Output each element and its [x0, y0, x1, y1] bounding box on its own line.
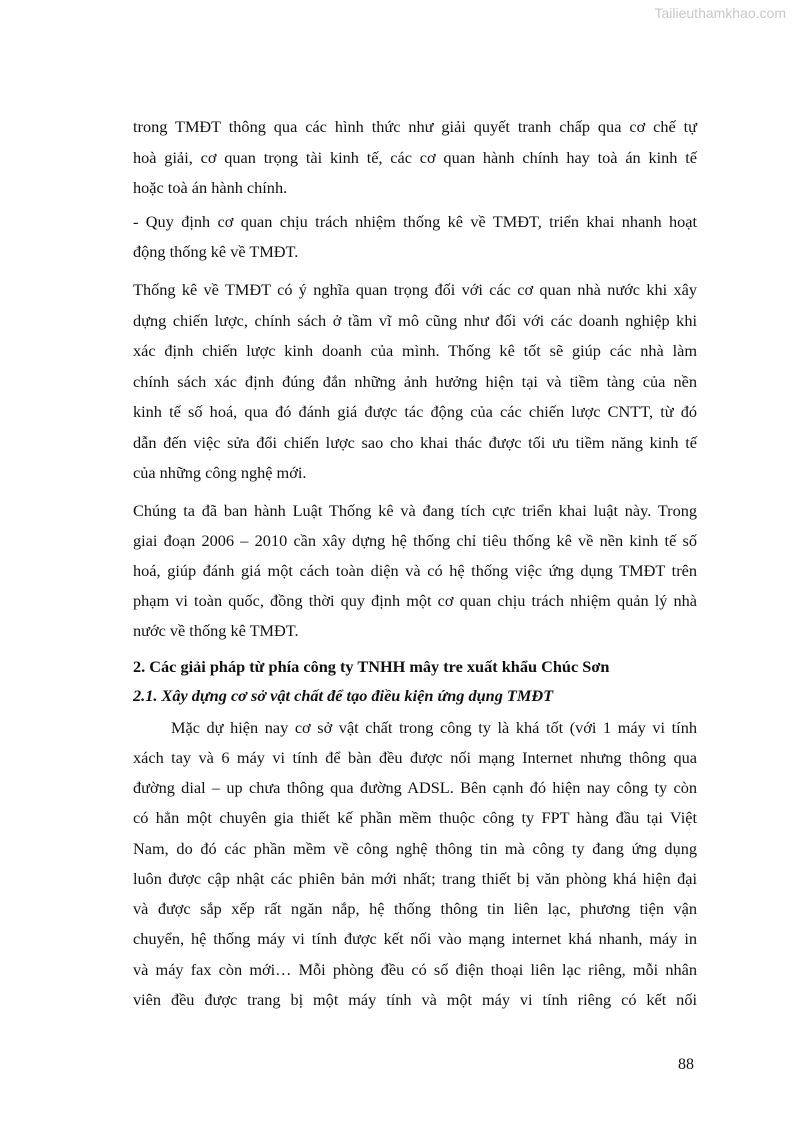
paragraph-line: Nam, do đó các phần mềm về công nghệ thông tin mà công ty đang ứng dụng: [133, 839, 697, 858]
paragraph-line: Chúng ta đã ban hành Luật Thống kê và đang tích cực triển khai luật này. Trong: [133, 501, 697, 520]
paragraph-line: và được sắp xếp rất ngăn nắp, hệ thống thông tin liên lạc, phương tiện vận: [133, 899, 697, 918]
paragraph-line: và máy fax còn mới… Mỗi phòng đều có số điện thoại liên lạc riêng, mỗi nhân: [133, 960, 697, 979]
paragraph-line: động thống kê về TMĐT.: [133, 242, 299, 261]
paragraph-line: hoặc toà án hành chính.: [133, 178, 288, 197]
paragraph-line: hoà giải, cơ quan trọng tài kinh tế, các cơ quan hành chính hay toà án kinh tế: [133, 148, 697, 167]
paragraph-line: Thống kê về TMĐT có ý nghĩa quan trọng đối với các cơ quan nhà nước khi xây: [133, 280, 697, 299]
paragraph-line: xác định chiến lược kinh doanh của mình. Thống kê tốt sẽ giúp các nhà làm: [133, 341, 697, 360]
paragraph-line: trong TMĐT thông qua các hình thức như giải quyết tranh chấp qua cơ chế tự: [133, 117, 697, 136]
paragraph-line: - Quy định cơ quan chịu trách nhiệm thống kê về TMĐT, triển khai nhanh hoạt: [133, 212, 697, 231]
page-number: 88: [678, 1056, 694, 1073]
subsection-heading: 2.1. Xây dựng cơ sở vật chất để tạo điều kiện ứng dụng TMĐT: [133, 686, 554, 705]
section-heading: 2. Các giải pháp từ phía công ty TNHH mây tre xuất khẩu Chúc Sơn: [133, 657, 610, 676]
paragraph-line: phạm vi toàn quốc, đồng thời quy định một cơ quan chịu trách nhiệm quản lý nhà: [133, 591, 697, 610]
paragraph-line: giai đoạn 2006 – 2010 cần xây dựng hệ thống chỉ tiêu thống kê về nền kinh tế số: [133, 531, 697, 550]
watermark: Tailieuthamkhao.com: [654, 5, 786, 21]
paragraph-line: kinh tế số hoá, qua đó đánh giá được tác động của các chiến lược CNTT, từ đó: [133, 402, 697, 421]
paragraph-line: có hẳn một chuyên gia thiết kế phần mềm thuộc công ty FPT hàng đầu tại Việt: [133, 808, 697, 827]
paragraph-line: chuyển, hệ thống máy vi tính được kết nối vào mạng internet khá nhanh, máy in: [133, 929, 697, 948]
paragraph-line: đường dial – up chưa thông qua đường ADSL. Bên cạnh đó hiện nay công ty còn: [133, 778, 697, 797]
paragraph-line: viên đều được trang bị một máy tính và một máy vi tính riêng có kết nối: [133, 990, 697, 1009]
paragraph-line: chính sách xác định đúng đắn những ảnh hưởng hiện tại và tiềm tàng của nền: [133, 372, 697, 391]
paragraph-line: nước về thống kê TMĐT.: [133, 621, 299, 640]
paragraph-line: Mặc dự hiện nay cơ sở vật chất trong công ty là khá tốt (với 1 máy vi tính: [171, 718, 697, 737]
paragraph-line: của những công nghệ mới.: [133, 463, 307, 482]
paragraph-line: xách tay và 6 máy vi tính để bàn đều được nối mạng Internet nhưng thông qua: [133, 748, 697, 767]
paragraph-line: dựng chiến lược, chính sách ở tầm vĩ mô cũng như đối với các doanh nghiệp khi: [133, 311, 697, 330]
paragraph-line: dẫn đến việc sửa đổi chiến lược sao cho khai thác được tối ưu tiềm năng kinh tế: [133, 433, 697, 452]
paragraph-line: luôn được cập nhật các phiên bản mới nhất; trang thiết bị văn phòng khá hiện đại: [133, 869, 697, 888]
paragraph-line: hoá, giúp đánh giá một cách toàn diện và có hệ thống việc ứng dụng TMĐT trên: [133, 561, 697, 580]
